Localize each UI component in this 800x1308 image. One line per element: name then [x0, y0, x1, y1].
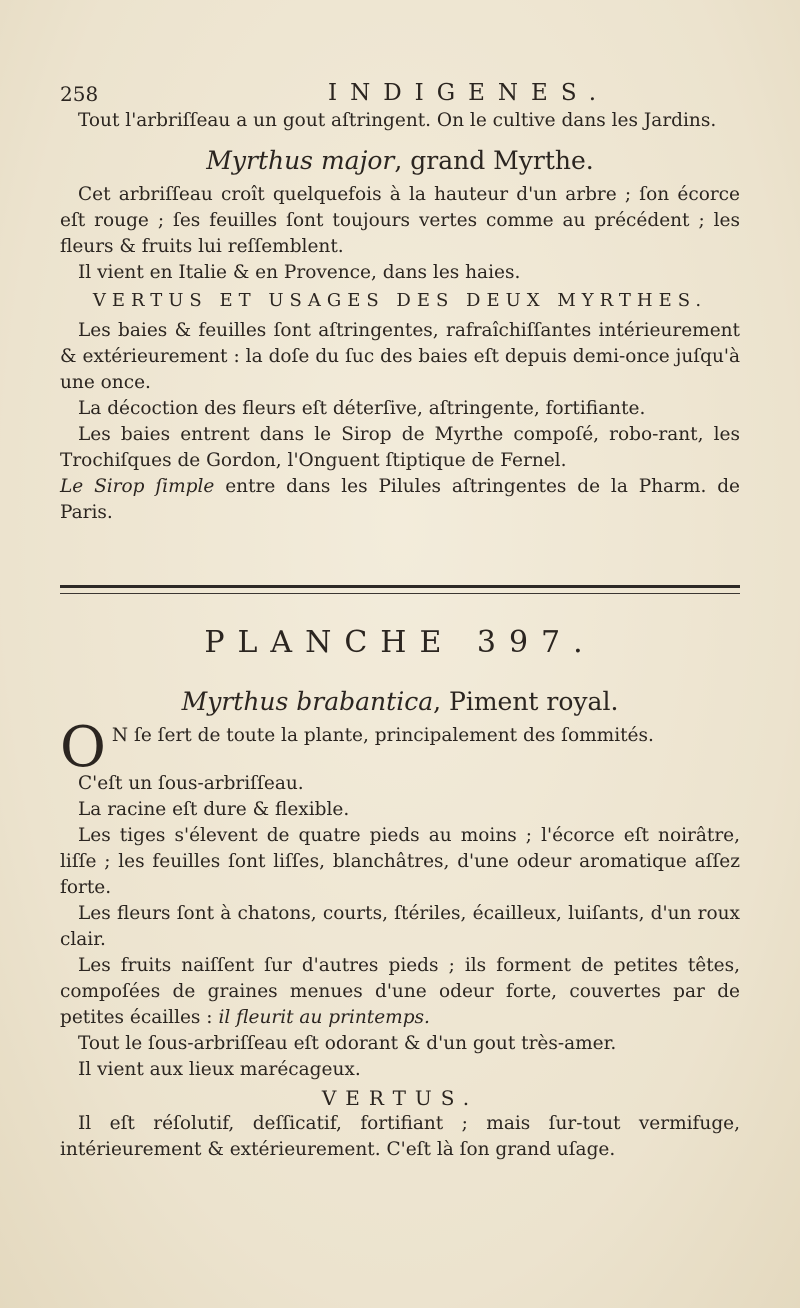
species-heading [60, 687, 740, 717]
page-number: 258 [60, 82, 99, 106]
paragraph: Il vient aux lieux marécageux. [78, 1059, 361, 1080]
species-heading-separator: , [394, 146, 411, 175]
intro-text: Tout l'arbriſſeau a un gout aſtringent. On le cultive dans les Jardins. [78, 110, 717, 131]
section-divider [60, 585, 740, 594]
italic-note: il fleurit au printemps. [218, 1007, 430, 1028]
paragraph-text: entre dans les Pilules aſtringentes de la Pharm. de Paris. [60, 476, 740, 523]
paragraph [60, 474, 740, 526]
paragraph: Il eſt réſolutif, deſſicatif, fortifiant ; mais ſur-tout vermifuge, intérieurement & extérieurement. C'eſt là ſon grand uſage. [60, 1113, 740, 1160]
paragraph-text: N ſe ſert de toute la plante, principalement des ſommités. [111, 725, 654, 746]
paragraph: Les baies entrent dans le Sirop de Myrthe compoſé, robo-rant, les Trochiſques de Gordon, l'Onguent ſtiptique de Fernel. [60, 424, 740, 471]
paragraph: C'eſt un ſous-arbriſſeau. [78, 773, 304, 794]
paragraph [60, 715, 740, 780]
section-myrthus-brabantica [60, 675, 740, 1163]
paragraph: Les fleurs ſont à chatons, courts, ſtériles, écailleux, luiſants, d'un roux clair. [60, 903, 740, 950]
vertus-heading: VERTUS. [321, 1086, 479, 1110]
species-heading-separator: , [433, 687, 450, 716]
paragraph: Tout le ſous-arbriſſeau eſt odorant & d'un gout très-amer. [78, 1033, 617, 1054]
species-latin-name: Myrthus major [206, 146, 395, 175]
paragraph-text: Les fruits naiſſent ſur d'autres pieds ; ils forment de petites têtes, compoſées de graines menues d'une odeur forte, couvertes par de petites écailles : [60, 955, 740, 1028]
species-latin-name: Myrthus brabantica [181, 687, 434, 716]
vertus-usages-heading: VERTUS ET USAGES DES DEUX MYRTHES. [92, 290, 708, 311]
paragraph: La décoction des fleurs eſt déterſive, aſtringente, fortifiante. [78, 398, 646, 419]
species-heading [60, 146, 740, 176]
paragraph [60, 953, 740, 1031]
section-myrthus-major [60, 108, 740, 526]
species-french-name: grand Myrthe. [410, 146, 594, 175]
paragraph: Les tiges s'élevent de quatre pieds au moins ; l'écorce eſt noirâtre, liſſe ; les feuilles ſont liſſes, blanchâtres, d'une odeur aromatique aſſez forte. [60, 825, 740, 898]
paragraph: Il vient en Italie & en Provence, dans les haies. [78, 262, 521, 283]
drop-cap: O [60, 715, 106, 780]
paragraph: La racine eſt dure & flexible. [78, 799, 350, 820]
running-head [60, 80, 740, 110]
paragraph: Cet arbriſſeau croît quelquefois à la hauteur d'un arbre ; ſon écorce eſt rouge ; ſes feuilles ſont toujours vertes comme au précédent ; les fleurs & fruits lui reſſemblent. [60, 184, 740, 257]
italic-term: Le Sirop ſimple [60, 476, 215, 497]
species-french-name: Piment royal. [449, 687, 619, 716]
running-title: INDIGENES. [328, 80, 610, 106]
planche-heading: PLANCHE 397. [204, 625, 596, 660]
paragraph: Les baies & feuilles ſont aſtringentes, rafraîchiſſantes intérieurement & extérieurement : la doſe du ſuc des baies eſt depuis demi-once juſqu'à une once. [60, 320, 740, 393]
